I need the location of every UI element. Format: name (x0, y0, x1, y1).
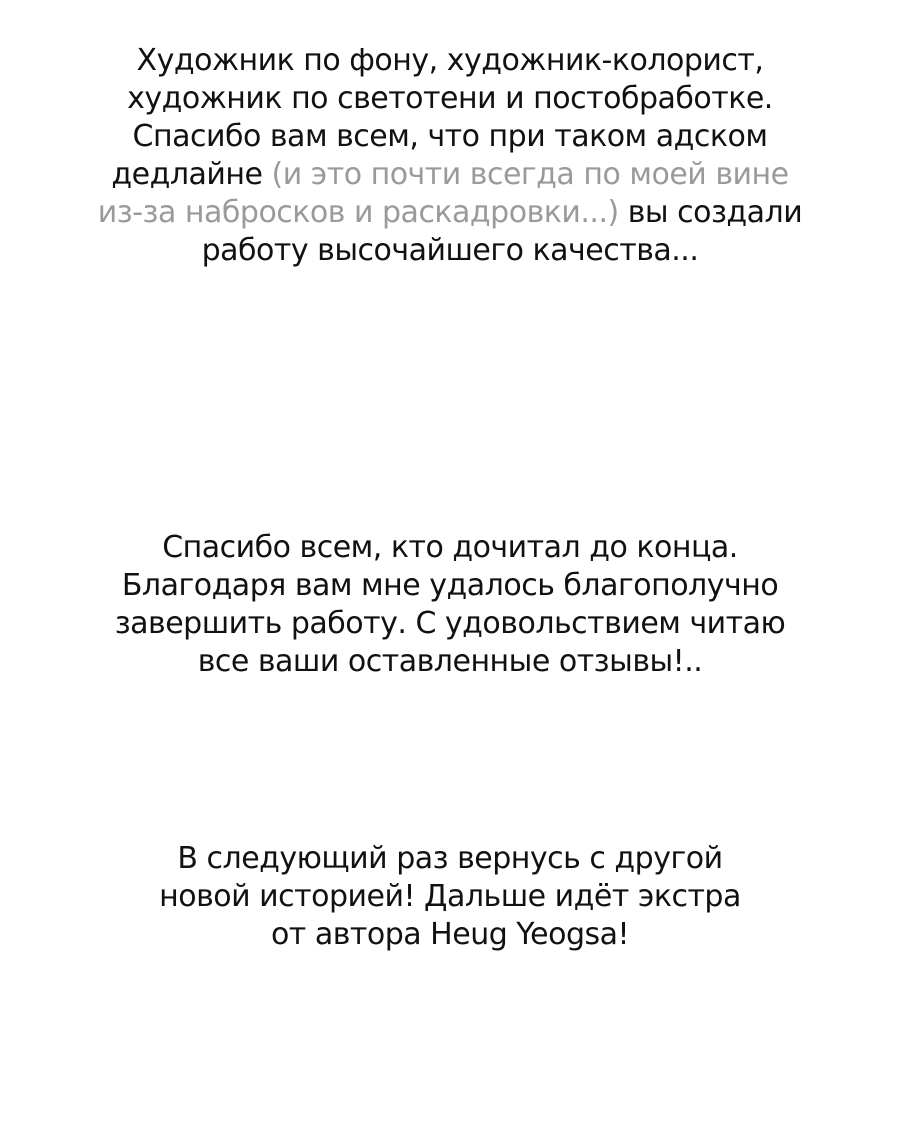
text-line: Спасибо вам всем, что при таком адском (132, 119, 768, 154)
text-line: все ваши оставленные отзывы!.. (197, 644, 703, 679)
reader-thanks-paragraph (0, 529, 900, 681)
text-line: художник по светотени и постобработке. (127, 81, 773, 116)
farewell-paragraph (0, 840, 900, 954)
artist-thanks-paragraph (0, 42, 900, 270)
muted-aside-text: из-за набросков и раскадровки...) (97, 195, 619, 230)
text-line: от автора Heug Yeogsa! (270, 917, 630, 952)
text-line (0, 194, 900, 232)
text-line: Спасибо всем, кто дочитал до конца. (162, 530, 738, 565)
text-fragment: дедлайне (111, 157, 272, 192)
text-line: В следующий раз вернусь с другой (177, 841, 723, 876)
muted-aside-text: (и это почти всегда по моей вине (271, 157, 789, 192)
text-line: завершить работу. С удовольствием читаю (114, 606, 786, 641)
text-line: Благодаря вам мне удалось благополучно (121, 568, 779, 603)
text-line: новой историей! Дальше идёт экстра (159, 879, 741, 914)
text-line: Художник по фону, художник-колорист, (136, 43, 764, 78)
text-line (0, 156, 900, 194)
text-line: работу высочайшего качества... (201, 233, 699, 268)
text-fragment: вы создали (618, 195, 803, 230)
